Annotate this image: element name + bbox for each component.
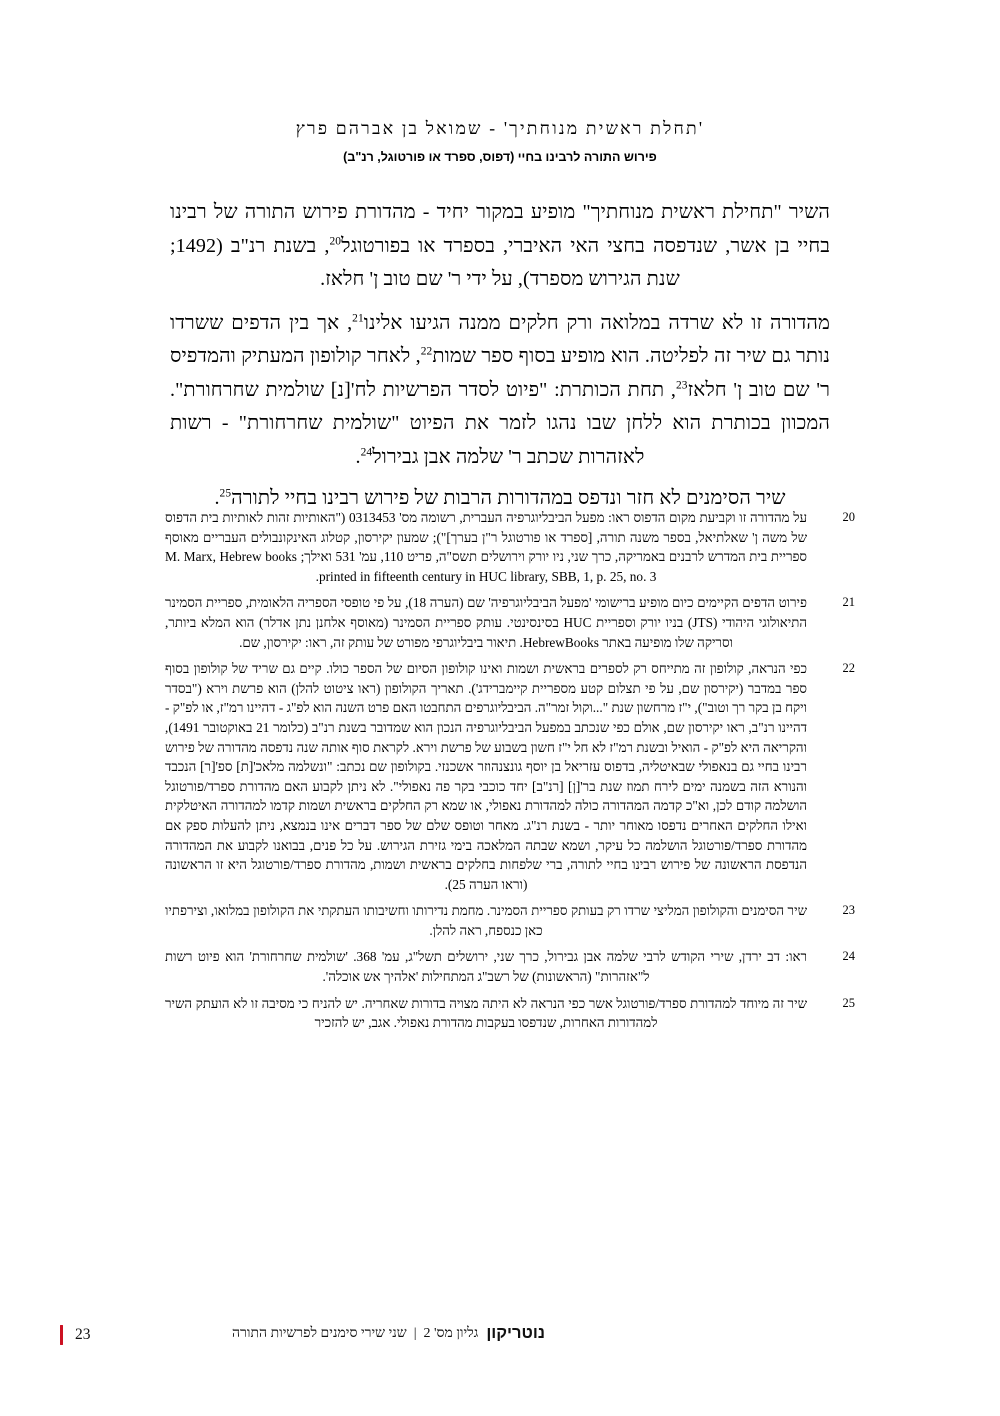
footnote-item <box>165 593 855 652</box>
footnotes-section <box>165 508 855 1040</box>
page-header <box>170 118 830 164</box>
footer-citation <box>60 1324 545 1343</box>
footnote-item <box>165 659 855 894</box>
article-reference: שני שירי סימנים לפרשיות התורה <box>231 1325 407 1341</box>
page-footer <box>0 1324 1000 1358</box>
page-number-group <box>60 1325 91 1345</box>
issue-label: גליון מס' 2 <box>423 1325 479 1341</box>
footnote-number: 25 <box>842 995 855 1010</box>
paragraph-3-text: שיר הסימנים לא חזר ונדפס במהדורות הרבות של פירוש רבינו בחיי לתורה$^{25}$. <box>214 487 786 509</box>
footnote-text: שיר הסימנים והקולופון המליצי שרדו רק בעותק ספריית הסמינר. מחמת נדירותו וחשיבותו העתקתי את הקולופון במלואו, וצירפתיו כאן כנספח, ראה להלן. <box>165 903 807 938</box>
footnote-text: שיר זה מיוחד למהדורת ספרד/פורטוגל אשר כפי הנראה לא היתה מצויה בדורות שאחריה. יש להניח כי מסיבה זו לא הועתק השיר למהדורות האחרות, שנדפסו בעקבות מהדורת נאפולי. אגב, יש להזכיר <box>165 995 807 1031</box>
footnote-number: 22 <box>842 661 855 676</box>
footnote-number: 21 <box>842 595 855 610</box>
footnote-item <box>165 947 855 986</box>
footnote-item <box>165 901 855 940</box>
page-number: 23 <box>75 1326 91 1343</box>
paragraph-1-text: השיר "תחילת ראשית מנוחתיך" מופיע במקור יחיד - מהדורת פירוש התורה של רבינו בחיי בן אשר, שנדפסה בחצי האי האיברי, בספרד או בפורטוגל$^{20}$, בשנת רנ"ב (1492; שנת הגירוש מספרד), על ידי ר' שם טוב ן' חלאז. <box>170 201 831 290</box>
footnote-number: 24 <box>842 949 855 964</box>
footnote-text: פירוט הדפים הקיימים כיום מופיע ברישומי 'מפעל הביבליוגרפיה' שם (הערה 18), על פי טופסי הספריה הלאומית, ספריית הסמינר התיאולוגי היהודי (JTS) בניו יורק וספריית HUC בסינסינטי. עותק ספריית הסמינר (מאוסף אלחנן נתן אדלר) הוא המלא ביותר, וסריקה שלו מופיעה באתר HebrewBooks. תיאור ביבליוגרפי מפורט של עותק זה, ראו: יקירסון, שם. <box>165 595 807 650</box>
article-subtitle: פירוש התורה לרבינו בחיי (דפוס, ספרד או פורטוגל, רנ"ב) <box>343 150 657 164</box>
accent-bar <box>60 1325 63 1345</box>
paragraph-2-text: מהדורה זו לא שרדה במלואה ורק חלקים ממנה הגיעו אלינו$^{21}$, אך בין הדפים ששרדו נותר גם שיר זה לפליטה. הוא מופיע בסוף ספר שמות$^{22}$, לאחר קולופון המעתיק והמדפיס ר' שם טוב ן' חלאז$^{23}$, תחת הכותרת: "פיוט לסדר הפרשיות לח'[נ] שולמית שחרחורת". המכוון בכותרת הוא ללחן שבו נהגו לזמר את הפיוט "שולמית שחרחורת" - רשות לאזהרות שכתב ר' שלמה אבן גבירול$^{24}$. <box>170 311 830 468</box>
footnote-item <box>165 508 855 586</box>
footnote-number: 20 <box>842 510 855 524</box>
body-text <box>170 196 830 522</box>
footnote-text: כפי הנראה, קולופון זה מתייחס רק לספרים בראשית ושמות ואינו קולופון הסיום של הספר כולו. קיים גם שריד של קולופון בסוף ספר במדבר (יקירסון שם, על פי תצלום קטע מספריית קיימברידג'). תאריך הקולופון (ראו ציטוט להלן) הוא פרשת וירא ("בסדר ויקח בן בקר רך וטוב"), י"ז מרחשון שנת "...וקול זמר"ה. הביבליוגרפים התחבטו האם פרט השנה הוא לפ"ג - דהיינו רמ"ז, או לפ"ק - דהיינו רנ"ב, ראו יקירסון שם, אולם כפי שנכתב במפעל הביבליוגרפיה הנכון הוא שמדובר בשנת רנ"ב (כלומר 21 באוקטובר 1491), והקריאה היא לפ"ק - הואיל ובשנת רמ"ז לא חל י"ז חשון בשבוע של פרשת וירא. לקראת סוף אותה שנה נדפסה מהדורה של פירוש רבינו בחיי גם בנאפולי שבאיטליה, בדפוס עזריאל בן יוסף גונצנהוזר אשכנזי. בקולופון שם נכתב: "ונשלמה מלאכ'[ת] ספ'[ר] הנכבד והנורא הזה בשמנה ימים לירח תמוז שנת בר'[ן] [רנ"ב] יחד כוכבי בקר פה נאפולי". לא ניתן לקבוע האם מהדורת ספרד/פורטוגל הושלמה קודם לכן, וא"כ קדמה המהדורה כולה למהדורת נאפולי, או שמא רק החלקים בראשית ושמות קדמו למהדורה האיטלקית ואילו החלקים האחרים נדפסו מאוחר יותר - בשנת רנ"ג. מאחר וטופס שלם של ספר דברים אינו בנמצא, ניתן להעלות ספק אם מהדורת ספרד/פורטוגל הושלמה כל עיקר, ושמא שבתה המלאכה בימי גזירת הגירוש. על כל פנים, בבואנו לקבוע את המהדורה הנדפסת הראשונה של פירוש רבינו בחיי לתורה, ברי שלפחות בחלקים בראשית ושמות, מהדורת ספרד/פורטוגל היא זו הראשונה (וראו הערה 25). <box>165 661 807 892</box>
body-paragraph-1 <box>170 196 830 297</box>
footnote-text: ראו: דב ירדן, שירי הקודש לרבי שלמה אבן גבירול, כרך שני, ירושלים תשל"ג, עמ' 368. 'שולמית שחרחורת' הוא פיוט רשות ל"אזהרות" (הראשונות) של רשב"ג המתחילות 'אלהיך אש אוכלה'. <box>165 949 807 985</box>
footnote-number: 23 <box>842 903 855 918</box>
journal-name: נוטריקון <box>486 1324 545 1342</box>
article-title: 'תחלת ראשית מנוחתיך' - שמואל בן אברהם פרץ <box>295 118 705 138</box>
footnote-item <box>165 994 855 1033</box>
body-paragraph-2 <box>170 307 830 475</box>
footnote-text: על מהדורה זו וקביעת מקום הדפוס ראו: מפעל הביבליוגרפיה העברית, רשומה מס' 0313453 ("האותיות זהות לאותיות בית הדפוס של משה ן' שאלתיאל, בספר משנה תורה, [ספרד או פורטוגל ר"ן בערך]"); שמעון יקירסון, קטלוג האינקונבולים העבריים מאוסף ספריית בית המדרש לרבנים באמריקה, כרך שני, ניו יורק וירושלים תשס"ה, פריט 110, עמ' 531 ואילך; M. Marx, Hebrew books printed in fifteenth century in HUC library, SBB, 1, p. 25, no. 3. <box>165 510 808 584</box>
footer-divider: | <box>413 1325 417 1341</box>
